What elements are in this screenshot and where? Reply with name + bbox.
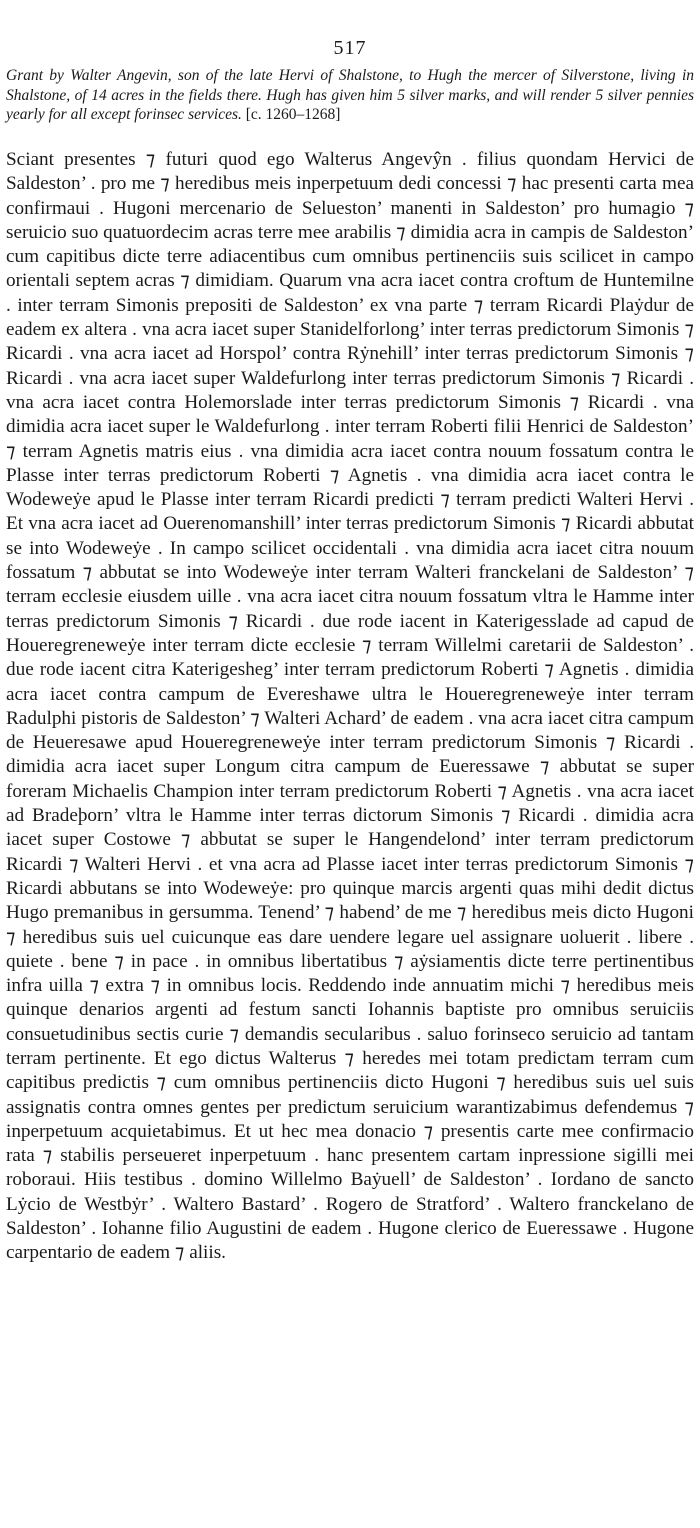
page-number: 517 [333,37,367,59]
charter-headnote [6,66,694,125]
charter-text: Sciant presentes ⁊ futuri quod ego Walterus Angevŷn . filius quondam Hervici de Saldeston’ . pro me ⁊ heredibus meis inperpetuum dedi concessi ⁊ hac presenti carta mea confirmaui . Hugoni mercenario de Selueston’ manenti in Saldeston’ pro humagio ⁊ seruicio suo quatuordecim acras terre mee arabilis ⁊ dimidia acra in campis de Saldeston’ cum capitibus dicte terre adiacentibus cum omnibus pertinenciis suis scilicet in campo orientali septem acras ⁊ dimidiam. Quarum vna acra iacet contra croftum de Huntemilne . inter terram Simonis prepositi de Saldeston’ ex vna parte ⁊ terram Ricardi Plaẏdur de eadem ex altera . vna acra iacet super Stanidelforlong’ inter terras predictorum Simonis ⁊ Ricardi . vna acra iacet ad Horspol’ contra Rẏnehill’ inter terras predictorum Simonis ⁊ Ricardi . vna acra iacet super Waldefurlong inter terras predictorum Simonis ⁊ Ricardi . vna acra iacet contra Holemorslade inter terras predictorum Simonis ⁊ Ricardi . vna dimidia acra iacet super le Waldefurlong . inter terram Roberti filii Henrici de Saldeston’ ⁊ terram Agnetis matris eius . vna dimidia acra iacet contra nouum fossatum contra le Plasse inter terras predictorum Roberti ⁊ Agnetis . vna dimidia acra iacet contra le Wodeweẏe apud le Plasse inter terram Ricardi predicti ⁊ terram predicti Walteri Hervi . Et vna acra iacet ad Ouerenomanshill’ inter terras predictorum Simonis ⁊ Ricardi abbutat se into Wodeweẏe . In campo scilicet occidentali . vna dimidia acra iacet citra nouum fossatum ⁊ abbutat se into Wodeweẏe inter terram Walteri franckelani de Saldeston’ ⁊ terram ecclesie eiusdem uille . vna acra iacet citra nouum fossatum vltra le Hamme inter terras predictorum Simonis ⁊ Ricardi . due rode iacent in Katerigesslade ad capud de Houeregreneweẏe inter terram dicte ecclesie ⁊ terram Willelmi caretarii de Saldeston’ . due rode iacent citra Katerigesheg’ inter terram predictorum Roberti ⁊ Agnetis . dimidia acra iacet contra campum de Evereshawe ultra le Houeregreneweẏe inter terram Radulphi pistoris de Saldeston’ ⁊ Walteri Achard’ de eadem . vna acra iacet citra campum de Heueresawe apud Houeregreneweẏe inter terram predictorum Simonis ⁊ Ricardi . dimidia acra iacet super Longum citra campum de Eueressawe ⁊ abbutat se super foreram Michaelis Champion inter terram predictorum Roberti ⁊ Agnetis . vna acra iacet ad Bradeþorn’ vltra le Hamme inter terras dictorum Simonis ⁊ Ricardi . dimidia acra iacet super Costowe ⁊ abbutat se super le Hangendelond’ inter terram predictorum Ricardi ⁊ Walteri Hervi . et vna acra ad Plasse iacet inter terras predictorum Simonis ⁊ Ricardi abbutans se into Wodeweẏe: pro quinque marcis argenti quas mihi dedit dictus Hugo premanibus in gersumma. Tenend’ ⁊ habend’ de me ⁊ heredibus meis dicto Hugoni ⁊ heredibus suis uel cuicunque eas dare uendere legare uel assignare uoluerit . libere . quiete . bene ⁊ in pace . in omnibus libertatibus ⁊ aẏsiamentis dicte terre pertinentibus infra uilla ⁊ extra ⁊ in omnibus locis. Reddendo inde annuatim michi ⁊ heredibus meis quinque denarios argenti ad festum sancti Iohannis baptiste pro omnibus seruiciis consuetudinibus sectis curie ⁊ demandis secularibus . saluo forinseco seruicio ad tantam terram pertinente. Et ego dictus Walterus ⁊ heredes mei totam predictam terram cum capitibus predictis ⁊ cum omnibus pertinenciis dicto Hugoni ⁊ heredibus suis uel suis assignatis contra omnes gentes per predictum seruicium warantizabimus defendemus ⁊ inperpetuum acquietabimus. Et ut hec mea donacio ⁊ presentis carte mee confirmacio rata ⁊ stabilis perseueret inperpetuum . hanc presentem cartam inpressione sigilli mei roboraui. Hiis testibus . domino Willelmo Baẏuell’ de Saldeston’ . Iordano de sancto Lẏcio de Westbẏr’ . Waltero Bastard’ . Rogero de Stratford’ . Waltero franckelano de Saldeston’ . Iohanne filio Augustini de eadem . Hugone clerico de Eueressawe . Hugone carpentario de eadem ⁊ aliis. [6,149,694,1264]
headnote-summary: Grant by Walter Angevin, son of the late Hervi of Shalstone, to Hugh the mercer of Silverstone, living in Shalstone, of 14 acres in the fields there. Hugh has given him 5 silver marks, and will render 5 silver pennies yearly for all except forinsec services. [6,67,694,123]
headnote-date: [c. 1260–1268] [245,106,341,123]
